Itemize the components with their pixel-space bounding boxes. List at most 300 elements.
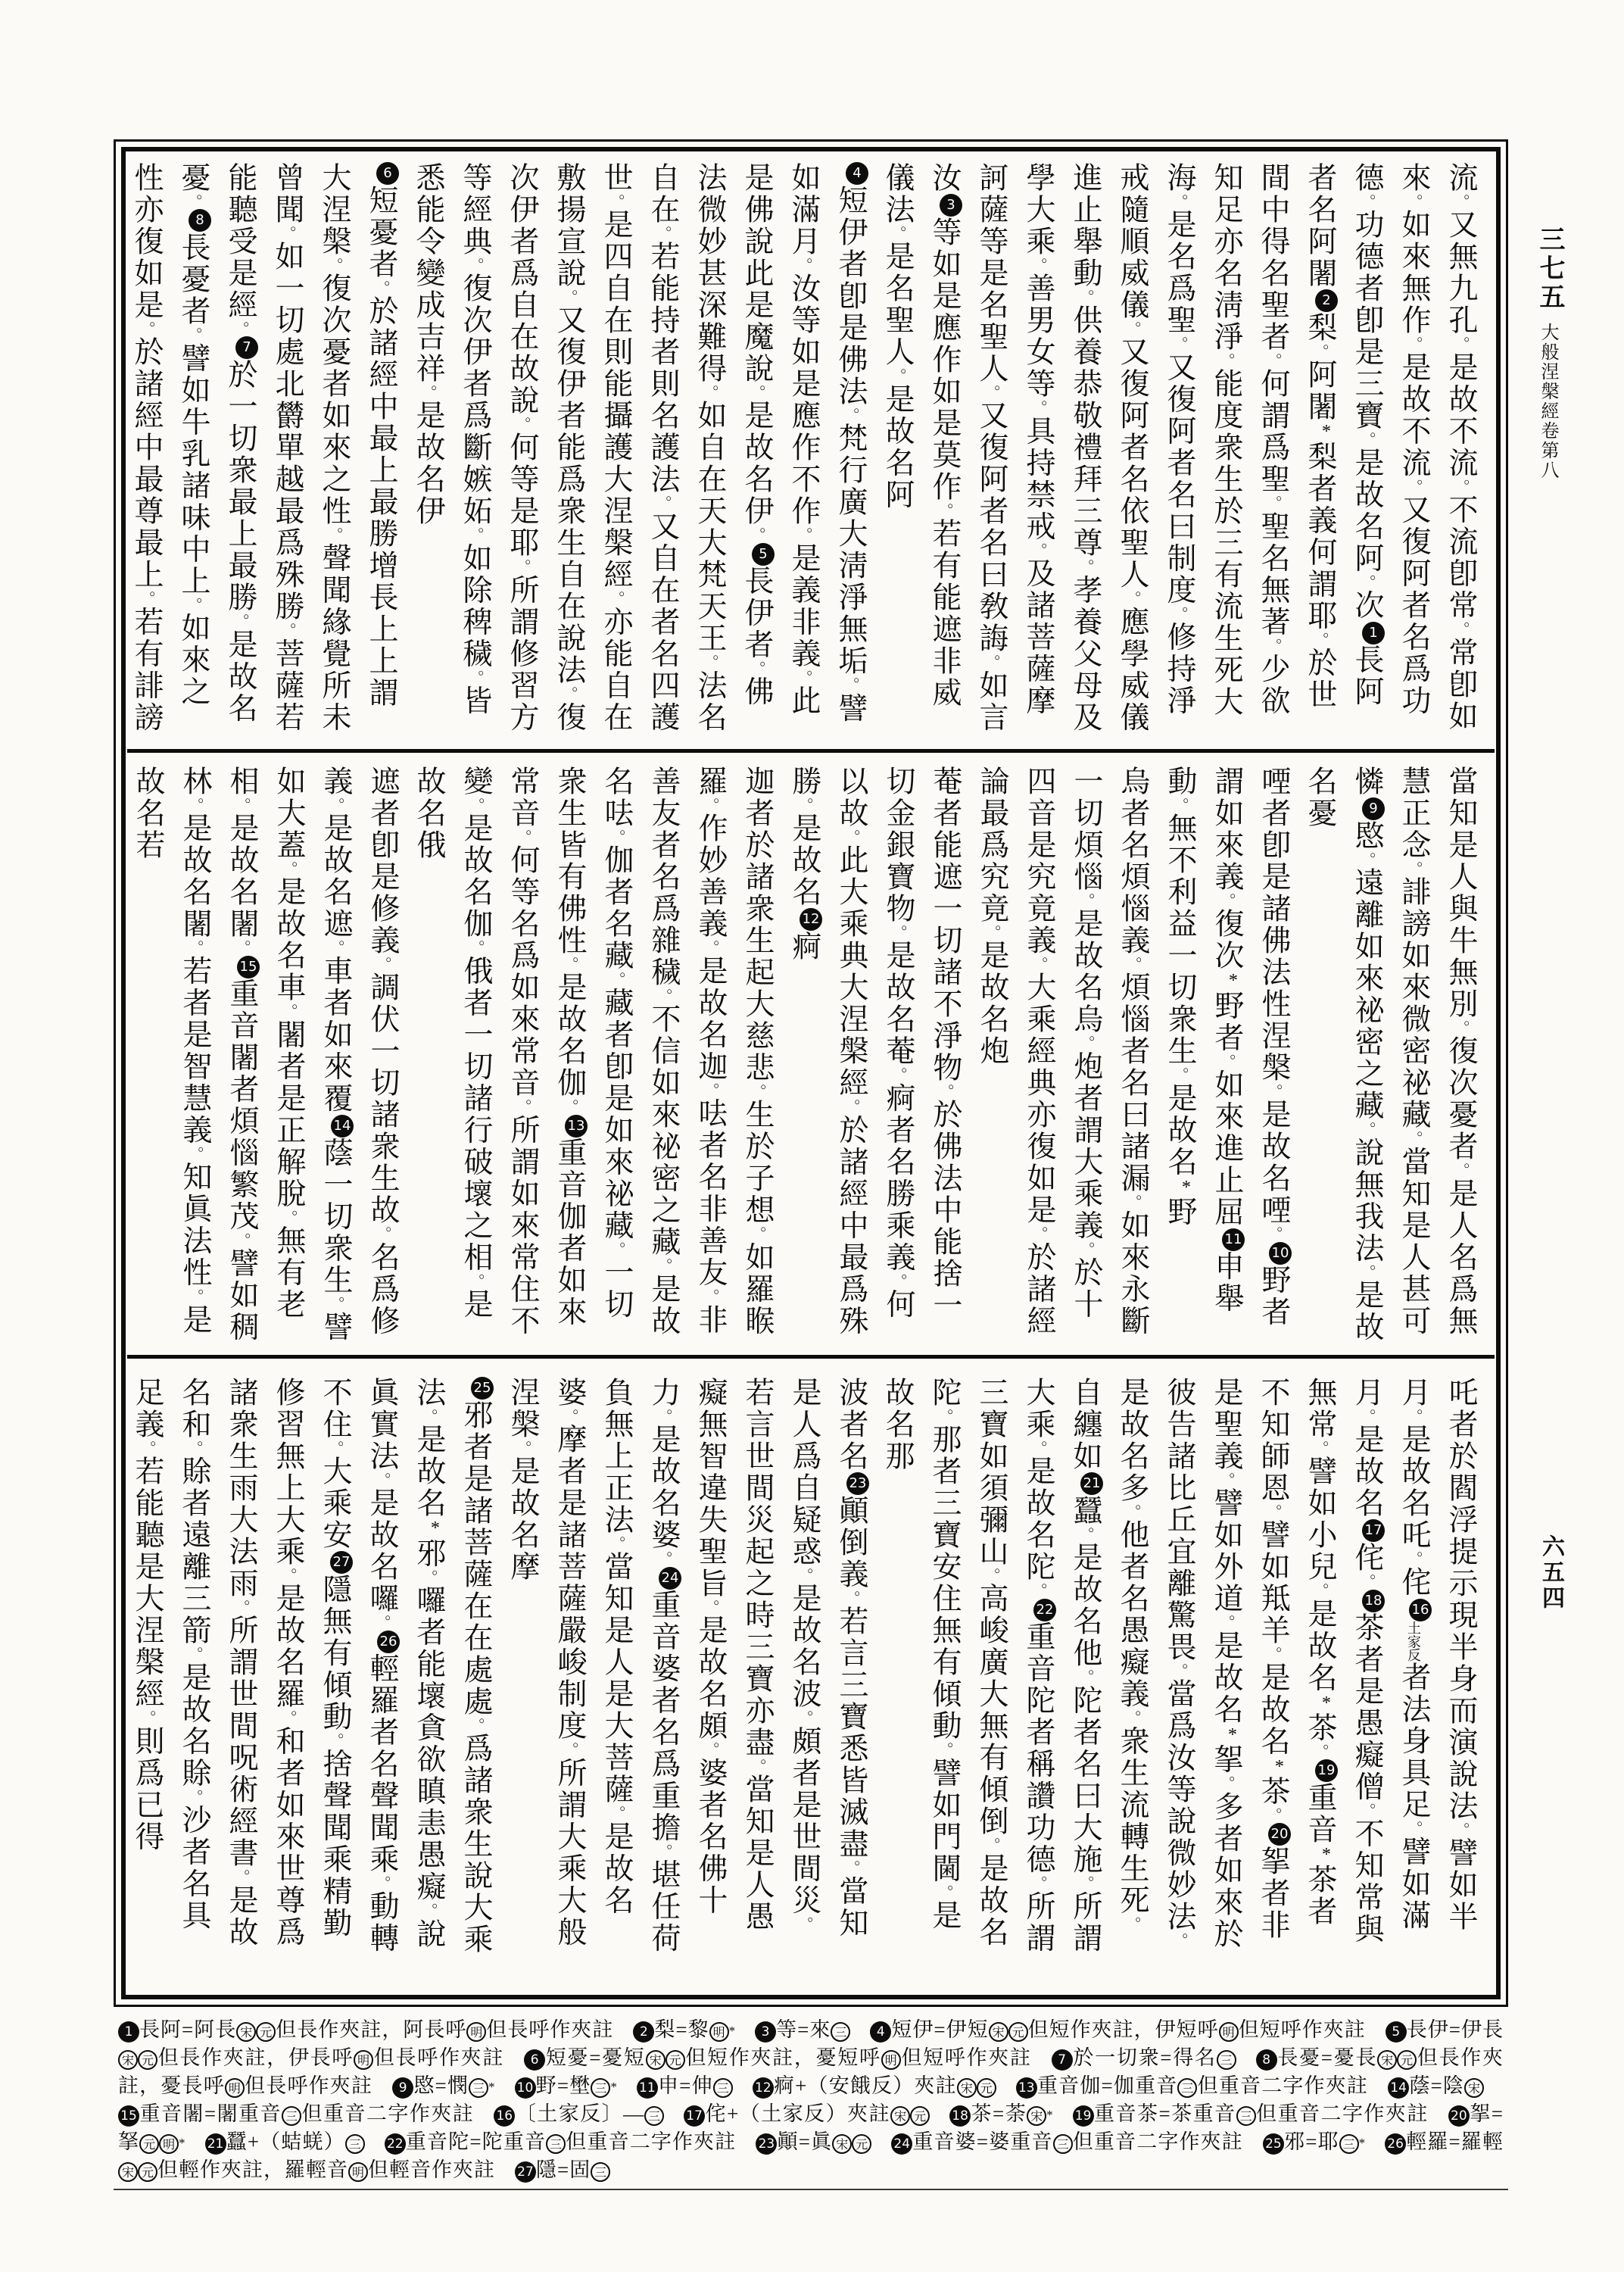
witness-siglum: 宋 [1027,2106,1046,2126]
punctuation: 。 [748,385,765,401]
text-paragraph: 烏者名煩惱義。煩惱者名曰諸漏。如來永斷一切煩惱。是故名烏。炮者謂大乘義。於十四音是究竟義。大乘經典亦復如是。於諸經論最爲究竟。是故名炮 [976,766,1149,1337]
punctuation: 。 [514,1440,531,1456]
footnote-number: 9 [392,2077,413,2099]
text-paragraph: 當知是人與牛無別。復次憂者。是人名爲無慧正念。誹謗如來微密祕藏。當知是人甚可憐9愍。遠離如來祕密之藏。說無我法。是故名憂 [1304,766,1477,1344]
punctuation: 。 [701,654,718,670]
punctuation: 。 [372,280,389,296]
punctuation: 。 [560,289,577,305]
punctuation: 。 [1217,1615,1234,1631]
punctuation: 。 [1077,289,1093,305]
punctuation: 。 [232,1599,249,1615]
star-mark: * [1046,2108,1053,2123]
punctuation: 。 [1124,1504,1140,1520]
punctuation: 。 [561,957,578,972]
witness-siglum: 三 [644,2106,664,2126]
footnote-entry: 26 輕羅=羅輕宋 元 但輕作夾註，羅輕音 明 但輕音作夾註 [118,2130,1504,2181]
punctuation: 。 [1358,1122,1375,1138]
witness-siglum: 三 [591,2162,610,2182]
punctuation: 。 [1265,1084,1282,1100]
punctuation: 。 [655,1843,672,1859]
punctuation: 。 [560,686,577,702]
witness-siglum: 元 [256,2022,276,2042]
punctuation: 。 [654,226,671,242]
punctuation: 。 [607,194,624,210]
punctuation: 。 [233,1232,250,1248]
witness-siglum: 元 [852,2134,871,2154]
register-2 [126,753,1496,1355]
witness-siglum: 三 [282,2106,301,2126]
punctuation: 。 [561,1099,578,1115]
punctuation: 。 [420,1902,437,1919]
footnote-marker: 17 [1362,1519,1385,1542]
punctuation: 。 [795,669,812,685]
punctuation: 。 [326,1733,343,1749]
witness-siglum: 宋 [118,2162,138,2182]
punctuation: 。 [467,1273,484,1289]
punctuation: 。 [702,1288,718,1305]
footnote-entry: 18 茶=荼 宋 * [949,2102,1053,2125]
star-mark: * [1227,1724,1237,1745]
punctuation: 。 [326,1440,343,1456]
footnote-marker: 2 [1315,289,1338,312]
witness-siglum: 三 [546,2134,566,2154]
witness-siglum: 宋 [118,2050,138,2070]
star-mark: * [488,2080,495,2095]
margin-page-number: 六五四 [1538,1534,1563,1612]
punctuation: 。 [701,385,718,401]
footnote-number: 17 [684,2105,705,2127]
punctuation: 。 [1405,194,1422,210]
footnote-entry: 19 重音茶=茶重音 三 但重音二字作夾註 [1073,2102,1429,2125]
witness-siglum: 元 [977,2078,996,2098]
footnote-marker: 3 [940,194,962,217]
footnote-entry: 13 重音伽=伽重音 三 但重音二字作夾註 [1016,2074,1368,2097]
punctuation: 。 [185,597,201,613]
punctuation: 。 [1171,1067,1188,1083]
punctuation: 。 [1170,336,1187,352]
punctuation: 。 [420,1409,437,1425]
footnote-marker: 5 [752,543,775,566]
punctuation: 。 [1264,495,1281,511]
punctuation: 。 [1358,1264,1375,1280]
punctuation: 。 [654,495,671,511]
footnote-entry: 20 挐=拏 元 明 * [118,2102,1504,2153]
punctuation: 。 [796,797,812,813]
text-paragraph: 4短伊者卽是佛法。梵行廣大淸淨無垢。譬如滿月。汝等如是應作不作。是義非義。此是佛說此是魔說。是故名伊。5長伊者。佛法微妙甚深難得。如自在天大梵天王。法名自在。若能持者則名護法。又自在者名四護世。是四自在則能攝護大涅槃經。亦能自在敷揚宣說。又復伊者能爲衆生自在說法。復次伊者爲自在故說。何等是耶。所謂修習方等經典。復次伊者爲斷嫉妬。如除稗穢。皆悉能令變成吉祥。是故名伊 [412,162,867,734]
punctuation: 。 [843,1590,859,1606]
punctuation: 。 [561,1409,578,1425]
footnote-entry: 1 長阿=阿長 宋 元 但長作夾註，阿長呼 明 但長呼作夾註 [118,2018,613,2041]
footnote-marker: 23 [846,1472,869,1495]
footnote-number: 15 [118,2105,139,2127]
punctuation: 。 [1311,344,1328,360]
punctuation: 。 [842,677,859,693]
footnote-marker: 9 [1362,797,1385,820]
star-mark: * [430,1518,440,1539]
punctuation: 。 [279,1710,296,1726]
punctuation: 。 [419,385,436,401]
footnote-number: 12 [753,2077,774,2099]
witness-siglum: 明 [348,2162,368,2182]
punctuation: 。 [513,559,530,575]
punctuation: 。 [467,797,484,813]
punctuation: 。 [1077,559,1093,575]
punctuation: 。 [1030,1875,1046,1891]
punctuation: 。 [233,940,250,956]
witness-siglum: 元 [665,2050,685,2070]
footnote-marker: 25 [471,1377,494,1400]
punctuation: 。 [1217,353,1234,369]
punctuation: 。 [702,940,718,956]
punctuation: 。 [1030,1226,1047,1242]
witness-siglum: 宋 [646,2050,665,2070]
footnote-entry: 14 蔭=陰 宋 [1388,2074,1484,2097]
witness-siglum: 宋 [957,2078,977,2098]
witness-siglum: 宋 [890,2106,910,2126]
punctuation: 。 [466,527,483,543]
punctuation: 。 [843,1099,859,1115]
footnote-number: 13 [1016,2077,1037,2099]
punctuation: 。 [749,1226,765,1242]
footnote-entry: 3 等=來 三 [755,2018,850,2041]
punctuation: 。 [890,1067,906,1083]
punctuation: 。 [1311,1583,1328,1599]
witness-siglum: 三 [1339,2134,1359,2154]
footnote-number: 24 [891,2133,912,2155]
footnote-marker: 16 [1409,1599,1432,1621]
punctuation: 。 [373,1472,390,1488]
punctuation: 。 [1218,1053,1235,1069]
punctuation: 。 [1358,852,1375,868]
witness-siglum: 明 [466,2022,486,2042]
footnote-number: 21 [205,2133,226,2155]
punctuation: 。 [139,1710,155,1726]
punctuation: 。 [186,940,203,956]
punctuation: 。 [1405,336,1422,352]
punctuation: 。 [702,797,718,813]
punctuation: 。 [138,321,154,337]
punctuation: 。 [1217,1775,1234,1792]
punctuation: 。 [1030,1583,1046,1599]
punctuation: 。 [1077,1669,1093,1685]
punctuation: 。 [1264,1504,1281,1520]
punctuation: 。 [186,1288,203,1305]
witness-siglum: 元 [138,2162,157,2182]
punctuation: 。 [936,1742,952,1758]
punctuation: 。 [1124,957,1141,972]
footnote-number: 26 [1385,2133,1406,2155]
punctuation: 。 [279,226,295,242]
punctuation: 。 [1452,336,1469,352]
punctuation: 。 [608,1805,625,1821]
punctuation: 。 [1265,1226,1282,1242]
punctuation: 。 [467,940,484,956]
punctuation: 。 [702,1082,718,1098]
punctuation: 。 [1171,797,1188,813]
text-frame-inner-border [121,147,1501,1999]
text-paragraph: 流。又無九孔。是故不流。不流卽常。常卽如來。如來無作。是故不流。又復阿者名爲功德。功德者卽是三寶。是故名阿。次1長阿者名阿闍2梨。阿闍*梨者義何謂耶。於世間中得名聖者。何謂爲聖。聖名無著。少欲知足亦名淸淨。能度衆生於三有流生死大海。是名爲聖。又復阿者名曰制度。修持淨戒隨順威儀。又復阿者名依聖人。應學威儀進止舉動。供養恭敬禮拜三尊。孝養父母及學大乘。善男女等。具持禁戒。及諸菩薩摩訶薩等是名聖人。又復阿者名曰敎誨。如言汝3等如是應作如是莫作。若有能遮非威儀法。是名聖人。是故名阿 [881,162,1477,734]
punctuation: 。 [936,1409,952,1425]
star-mark: * [1181,1176,1191,1197]
punctuation: 。 [1358,432,1375,448]
text-paragraph: 25邪者是諸菩薩在在處處。爲諸衆生說大乘法。是故名*邪。囉者能壞貪欲瞋恚愚癡。說眞實法。是故名囉。26輕羅者名聲聞乘。動轉不住。大乘安27隱無有傾動。捨聲聞乘精勤修習無上大乘。是故名羅。和者如來世尊爲諸衆生雨大法雨。所謂世間呪術經書。是故名和。賖者遠離三箭。是故名賖。沙者名具足義。若能聽是大涅槃經。則爲已得 [131,1377,492,1956]
punctuation: 。 [1311,1743,1328,1760]
punctuation: 。 [1405,1131,1422,1147]
punctuation: 。 [1030,1440,1046,1456]
punctuation: 。 [514,1099,531,1115]
footnote-entry: 6 短憂=憂短 宋 元 但短作夾註，憂短呼 明 但短呼作夾註 [524,2046,1032,2069]
punctuation: 。 [139,1440,155,1456]
footnote-entry: 25 邪=耶 三 * [1263,2130,1365,2153]
footnote-number: 16 [494,2105,515,2127]
punctuation: 。 [466,669,483,685]
punctuation: 。 [1077,1527,1093,1543]
witness-siglum: 三 [1236,2106,1256,2126]
footnote-marker: 22 [1033,1599,1056,1621]
footnote-number: 20 [1448,2105,1470,2127]
punctuation: 。 [232,613,248,629]
star-mark: * [1228,970,1238,991]
punctuation: 。 [749,1084,765,1100]
punctuation: 。 [1030,400,1046,416]
punctuation: 。 [327,797,344,813]
footnote-marker: 4 [846,162,868,185]
punctuation: 。 [608,1241,625,1257]
footnote-entry: 16 〔土家反〕— 三 [494,2102,664,2125]
punctuation: 。 [513,417,530,432]
punctuation: 。 [983,385,999,401]
punctuation: 。 [185,1646,202,1662]
footnote-marker: 26 [377,1631,400,1653]
punctuation: 。 [1218,893,1235,909]
punctuation: 。 [327,940,344,956]
punctuation: 。 [326,257,342,273]
witness-siglum: 宋 [989,2022,1008,2042]
footnote-marker: 7 [235,336,258,359]
footnote-marker: 10 [1269,1242,1292,1265]
footnote-number: 3 [755,2021,776,2043]
footnote-marker: 20 [1268,1823,1291,1846]
footnote-marker: 27 [330,1551,353,1574]
witness-siglum: 明 [709,2022,729,2042]
footnote-marker: 11 [1222,1228,1245,1251]
punctuation: 。 [1452,194,1469,210]
punctuation: 。 [889,226,906,242]
punctuation: 。 [327,1296,344,1312]
star-mark: * [728,2024,736,2039]
punctuation: 。 [937,1084,953,1100]
punctuation: 。 [702,1742,718,1758]
footnote-marker: 19 [1315,1759,1338,1782]
punctuation: 。 [1077,1875,1093,1891]
punctuation: 。 [1264,638,1281,654]
punctuation: 。 [796,1568,812,1584]
footnote-entry: 11 申=伸 三 [637,2074,733,2097]
footnote-number: 5 [1386,2021,1407,2043]
punctuation: 。 [795,527,812,543]
witness-siglum: 宋 [1377,2050,1397,2070]
star-mark: * [1321,421,1331,442]
witness-siglum: 明 [225,2078,245,2098]
apparatus-footnotes [114,2016,1508,2190]
witness-siglum: 元 [910,2106,930,2126]
punctuation: 。 [1124,591,1140,607]
punctuation: 。 [1311,632,1328,648]
punctuation: 。 [1358,574,1375,590]
punctuation: 。 [936,1884,952,1900]
punctuation: 。 [279,1568,296,1584]
punctuation: 。 [842,407,859,423]
punctuation: 。 [1030,257,1046,273]
witness-siglum: 明 [1219,2022,1239,2042]
punctuation: 。 [280,1003,297,1019]
footnote-entry: 12 痾+（安餓反）夾註 宋 元 [753,2074,996,2097]
footnote-number: 4 [870,2021,891,2043]
punctuation: 。 [890,925,906,941]
footnote-marker: 24 [659,1567,681,1590]
footnote-entry: 7 於一切衆=得名 三 [1052,2046,1236,2069]
punctuation: 。 [1030,542,1046,558]
punctuation: 。 [373,1875,390,1891]
margin-text-number: 三七五 [1535,226,1563,312]
punctuation: 。 [1170,1933,1187,1949]
punctuation: 。 [843,1860,859,1876]
footnote-number: 22 [385,2133,406,2155]
punctuation: 。 [1170,194,1187,210]
register-3 [126,1359,1496,1995]
punctuation: 。 [796,1916,812,1932]
text-paragraph: 遮者卽是修義。調伏一切諸衆生故。名爲修義。是故名遮。車者如來覆14蔭一切衆生。譬如大蓋。是故名車。闍者是正解脫。無有老相。是故名闍。15重音闍者煩惱繁茂。譬如稠林。是故名闍。若者是智慧義。知眞法性。是故名若 [132,766,399,1344]
punctuation: 。 [1077,1241,1094,1257]
footnote-number: 7 [1052,2049,1073,2071]
star-mark: * [1274,1755,1284,1777]
footnote-entry: 24 重音婆=婆重音 三 但重音二字作夾註 [891,2130,1243,2153]
star-mark: * [179,2136,185,2151]
footnote-entry: 9 愍=憫 三 * [392,2074,494,2097]
witness-siglum: 明 [881,2050,901,2070]
footnote-number: 1 [118,2021,139,2043]
punctuation: 。 [1358,1802,1375,1818]
punctuation: 。 [748,660,765,676]
punctuation: 。 [983,1568,999,1584]
footnote-marker: 14 [331,1115,354,1138]
punctuation: 。 [1405,861,1422,877]
punctuation: 。 [374,957,391,972]
punctuation: 。 [1077,893,1094,909]
star-mark: * [1358,2136,1366,2151]
punctuation: 。 [1405,1409,1422,1425]
text-frame-outer-border [114,139,1508,2007]
footnote-number: 19 [1073,2105,1094,2127]
punctuation: 。 [1405,1551,1422,1567]
footnote-entry: 23 顚=眞 宋 元 [756,2130,871,2153]
punctuation: 。 [1358,1409,1375,1425]
punctuation: 。 [795,257,812,273]
text-paragraph: 迦者於諸衆生起大慈悲。生於子想。如羅睺羅。作妙善義。是故名迦。呿者名非善友。非善友者名爲雜穢。不信如來祕密之藏。是故名呿。伽者名藏。藏者卽是如來祕藏。一切衆生皆有佛性。是故名伽。13重音伽者如來常音。何等名爲如來常音。所謂如來常住不變。是故名伽。俄者一切諸行破壞之相。是故名俄 [413,766,774,1337]
witness-siglum: 三 [469,2078,488,2098]
punctuation: 。 [1264,1807,1281,1824]
punctuation: 。 [983,925,1000,941]
star-mark: * [1321,1692,1331,1713]
witness-siglum: 宋 [1464,2078,1484,2098]
star-mark: * [610,2080,617,2095]
punctuation: 。 [561,1742,578,1758]
witness-siglum: 元 [138,2050,157,2070]
witness-siglum: 明 [159,2134,179,2154]
footnote-marker: 1 [1362,622,1385,644]
witness-siglum: 元 [1008,2022,1028,2042]
punctuation: 。 [1405,479,1422,495]
punctuation: 。 [1030,957,1047,972]
witness-siglum: 三 [713,2078,733,2098]
punctuation: 。 [1264,353,1281,369]
footnote-entry: 5 長伊=伊長宋 元 但長作夾註，伊長呼 明 但長呼作夾註 [118,2018,1504,2069]
punctuation: 。 [186,1146,203,1162]
footnote-number: 27 [515,2161,536,2183]
footnote-marker: 15 [237,956,260,978]
punctuation: 。 [1405,1821,1422,1837]
punctuation: 。 [702,1599,718,1615]
punctuation: 。 [1264,1646,1281,1662]
witness-siglum: 三 [591,2078,610,2098]
punctuation: 。 [467,1718,484,1734]
footnote-marker: 13 [565,1115,588,1138]
footnote-entry: 22 重音陀=陀重音 三 但重音二字作夾註 [385,2130,737,2153]
punctuation: 。 [748,527,765,543]
fanqie-gloss: 土家反 [1406,1621,1421,1662]
punctuation: 。 [185,1440,202,1456]
punctuation: 。 [607,591,624,607]
witness-siglum: 三 [345,2134,365,2154]
punctuation: 。 [655,1551,672,1567]
punctuation: 。 [655,988,672,1004]
witness-siglum: 三 [1053,2134,1073,2154]
text-paragraph: 波者名23顚倒義。若言三寶悉皆滅盡。當知是人爲自疑惑。是故名波。頗者是世間災。若言世間災起之時三寶亦盡。當知是人愚癡無智違失聖旨。是故名頗。婆者名佛十力。是故名婆。24重音婆者名爲重擔。堪任荷負無上正法。當知是人是大菩薩。是故名婆。摩者是諸菩薩嚴峻制度。所謂大乘大般涅槃。是故名摩 [507,1377,868,1955]
punctuation: 。 [1124,1710,1140,1726]
footnote-entry: 10 野=壄 三 * [515,2074,617,2097]
punctuation: 。 [373,1615,390,1631]
punctuation: 。 [185,327,201,343]
punctuation: 。 [185,1789,202,1805]
punctuation: 。 [936,503,952,519]
footnote-marker: 8 [189,209,211,232]
punctuation: 。 [1452,1020,1469,1036]
punctuation: 。 [232,1869,249,1885]
footnote-marker: 12 [800,908,822,931]
footnote-marker: 18 [1362,1590,1385,1612]
punctuation: 。 [608,829,625,845]
footnote-entry: 21 蠶+（蛣蜣） 三 [205,2130,365,2153]
punctuation: 。 [1311,1440,1328,1456]
punctuation: 。 [655,1258,672,1274]
footnote-number: 8 [1256,2049,1277,2071]
footnote-entry: 27 隱=固 三 [515,2158,610,2181]
footnote-number: 11 [637,2077,658,2099]
footnote-number: 10 [515,2077,536,2099]
punctuation: 。 [138,591,154,607]
star-mark: * [1321,1844,1331,1865]
punctuation: 。 [890,1273,906,1289]
footnote-entry: 17 侘+（土家反）夾註 宋 元 [684,2102,930,2125]
witness-siglum: 三 [1177,2078,1197,2098]
witness-siglum: 宋 [236,2022,256,2042]
witness-siglum: 元 [139,2134,159,2154]
punctuation: 。 [983,1837,999,1853]
footnote-entry: 4 短伊=伊短 宋 元 但短作夾註，伊短呼 明 但短呼作夾註 [870,2018,1365,2041]
punctuation: 。 [232,321,248,337]
footnote-number: 23 [756,2133,777,2155]
text-paragraph: 6短憂者。於諸經中最上最勝增長上上謂大涅槃。復次憂者如來之性。聲聞緣覺所未曾聞。如一切處北欝單越最爲殊勝。菩薩若能聽受是經。7於一切衆最上最勝。是故名憂。8長憂者。譬如牛乳諸味中上。如來之性亦復如是。於諸經中最尊最上。若有誹謗 [130,162,397,734]
